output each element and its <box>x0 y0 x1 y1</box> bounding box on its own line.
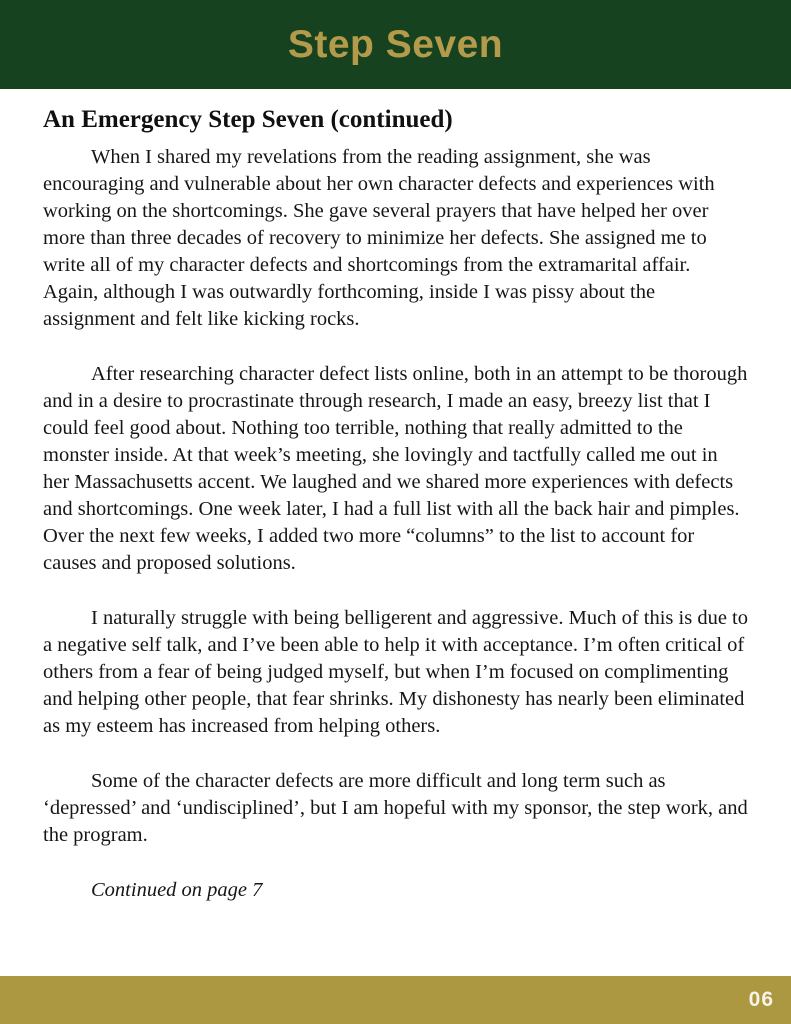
page-title: Step Seven <box>287 22 504 66</box>
article-content <box>0 89 791 904</box>
article-body <box>43 144 748 904</box>
page-number: 06 <box>748 988 774 1011</box>
continued-note: Continued on page 7 <box>91 879 263 901</box>
paragraph: When I shared my revelations from the reading assignment, she was encouraging and vulnerable about her own character defects and experiences with working on the shortcomings. She gave several prayers that have helped her over more than three decades of recovery to minimize her defects. She assigned me to write all of my character defects and shortcomings from the extramarital affair. Again, although I was outwardly forthcoming, inside I was pissy about the assignment and felt like kicking rocks. <box>43 146 715 330</box>
page-footer <box>0 976 791 1024</box>
paragraph: After researching character defect lists online, both in an attempt to be thorough and in a desire to procrastinate through research, I made an easy, breezy list that I could feel good about. Nothing too terrible, nothing that really admitted to the monster inside. At that week’s meeting, she lovingly and tactfully called me out in her Massachusetts accent. We laughed and we shared more experiences with defects and shortcomings. One week later, I had a full list with all the back hair and pimples. Over the next few weeks, I added two more “columns” to the list to account for causes and proposed solutions. <box>43 363 748 574</box>
page-header <box>0 0 791 89</box>
article-heading: An Emergency Step Seven (continued) <box>43 106 453 133</box>
paragraph: I naturally struggle with being belligerent and aggressive. Much of this is due to a negative self talk, and I’ve been able to help it with acceptance. I’m often critical of others from a fear of being judged myself, but when I’m focused on complimenting and helping other people, that fear shrinks. My dishonesty has nearly been eliminated as my esteem has increased from helping others. <box>43 607 748 737</box>
paragraph: Some of the character defects are more difficult and long term such as ‘depressed’ and ‘undisciplined’, but I am hopeful with my sponsor, the step work, and the program. <box>43 770 748 846</box>
